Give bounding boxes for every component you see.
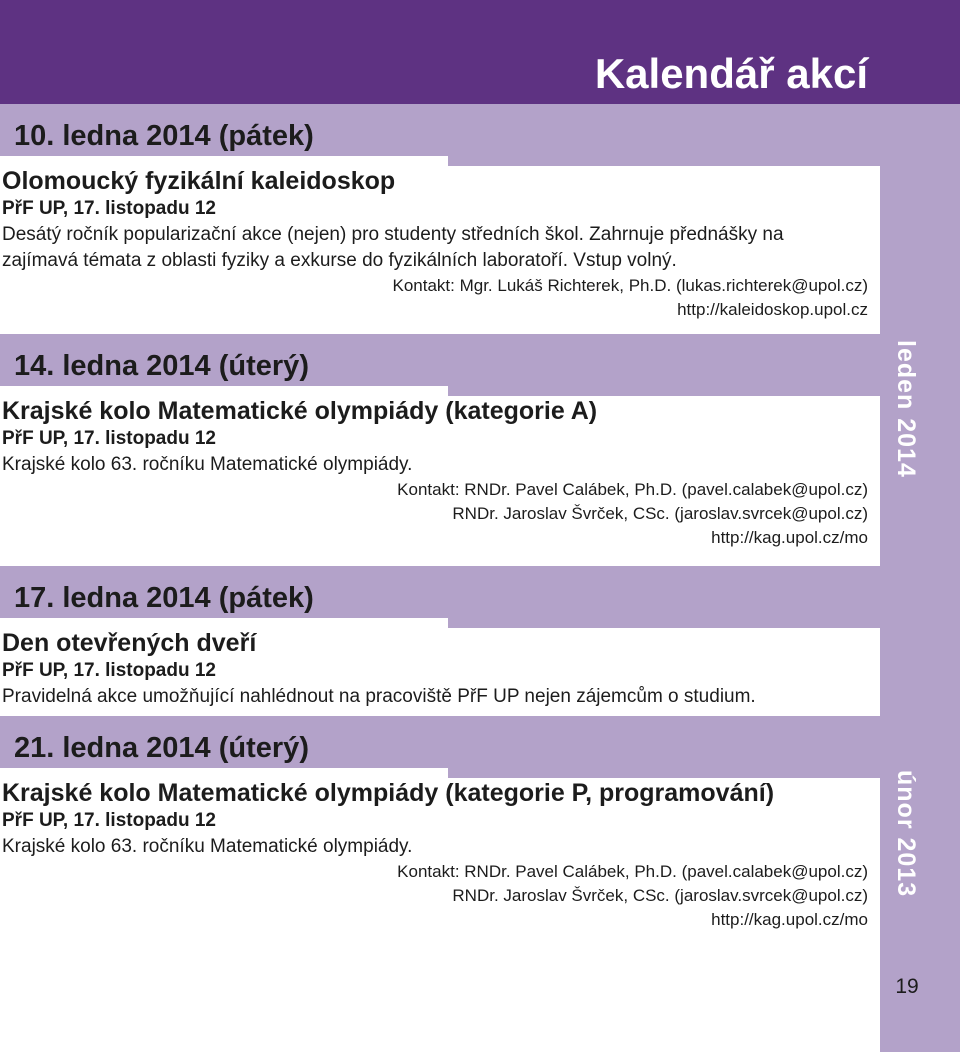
event-title: Krajské kolo Matematické olympiády (kategorie P, programování) [2, 779, 775, 807]
event-place: PřF UP, 17. listopadu 12 [2, 810, 217, 831]
contact-email-link[interactable]: (jaroslav.svrcek@upol.cz) [674, 504, 868, 523]
event-place: PřF UP, 17. listopadu 12 [2, 428, 217, 449]
event-description: Desátý ročník popularizační akce (nejen) pro studenty středních škol. Zahrnuje přednášky na zajímavá témata z oblasti fyziky a exkurse do fyzikálních laboratoří. Vstup volný. [2, 224, 784, 271]
event-place: PřF UP, 17. listopadu 12 [2, 198, 217, 219]
event-url-link[interactable]: http://kaleidoskop.upol.cz [677, 300, 868, 319]
event-place: PřF UP, 17. listopadu 12 [2, 660, 217, 681]
page-title: Kalendář akcí [594, 50, 868, 97]
event-contact [0, 884, 880, 908]
contact-name: RNDr. Jaroslav Švrček, CSc. [452, 504, 670, 523]
contact-name: Kontakt: RNDr. Pavel Calábek, Ph.D. [397, 862, 677, 881]
event-contact [0, 860, 880, 884]
event-date: 17. ledna 2014 (pátek) [14, 582, 314, 614]
event-url-link[interactable]: http://kag.upol.cz/mo [711, 528, 868, 547]
event-date-bar [0, 334, 880, 396]
contact-name: Kontakt: RNDr. Pavel Calábek, Ph.D. [397, 480, 677, 499]
month-label-february: únor 2013 [892, 770, 920, 898]
event-item [0, 716, 880, 932]
event-title: Krajské kolo Matematické olympiády (kategorie A) [2, 397, 598, 425]
event-item [0, 566, 880, 710]
event-url-row [0, 526, 880, 550]
event-date: 10. ledna 2014 (pátek) [14, 120, 314, 152]
side-band [880, 104, 960, 1052]
contact-name: Kontakt: Mgr. Lukáš Richterek, Ph.D. [392, 276, 672, 295]
event-description: Krajské kolo 63. ročníku Matematické olympiády. [2, 454, 413, 475]
event-date-bar [0, 104, 880, 166]
contact-email-link[interactable]: (lukas.richterek@upol.cz) [675, 276, 868, 295]
contact-email-link[interactable]: (pavel.calabek@upol.cz) [681, 862, 868, 881]
contact-email-link[interactable]: (pavel.calabek@upol.cz) [681, 480, 868, 499]
event-description: Krajské kolo 63. ročníku Matematické olympiády. [2, 836, 413, 857]
event-date-bar [0, 716, 880, 778]
page-number: 19 [895, 975, 919, 998]
event-title: Den otevřených dveří [2, 629, 257, 657]
contact-email-link[interactable]: (jaroslav.svrcek@upol.cz) [674, 886, 868, 905]
contact-name: RNDr. Jaroslav Švrček, CSc. [452, 886, 670, 905]
event-date: 21. ledna 2014 (úterý) [14, 732, 309, 764]
event-url-link[interactable]: http://kag.upol.cz/mo [711, 910, 868, 929]
event-title: Olomoucký fyzikální kaleidoskop [2, 167, 396, 195]
event-url-row [0, 908, 880, 932]
event-url-row [0, 298, 880, 322]
event-description: Pravidelná akce umožňující nahlédnout na pracoviště PřF UP nejen zájemcům o studium. [2, 686, 756, 707]
event-contact [0, 502, 880, 526]
month-label-january: leden 2014 [892, 340, 920, 478]
event-item [0, 104, 880, 322]
event-contact [0, 274, 880, 298]
event-date: 14. ledna 2014 (úterý) [14, 350, 309, 382]
event-date-bar [0, 566, 880, 628]
event-item [0, 334, 880, 550]
event-contact [0, 478, 880, 502]
